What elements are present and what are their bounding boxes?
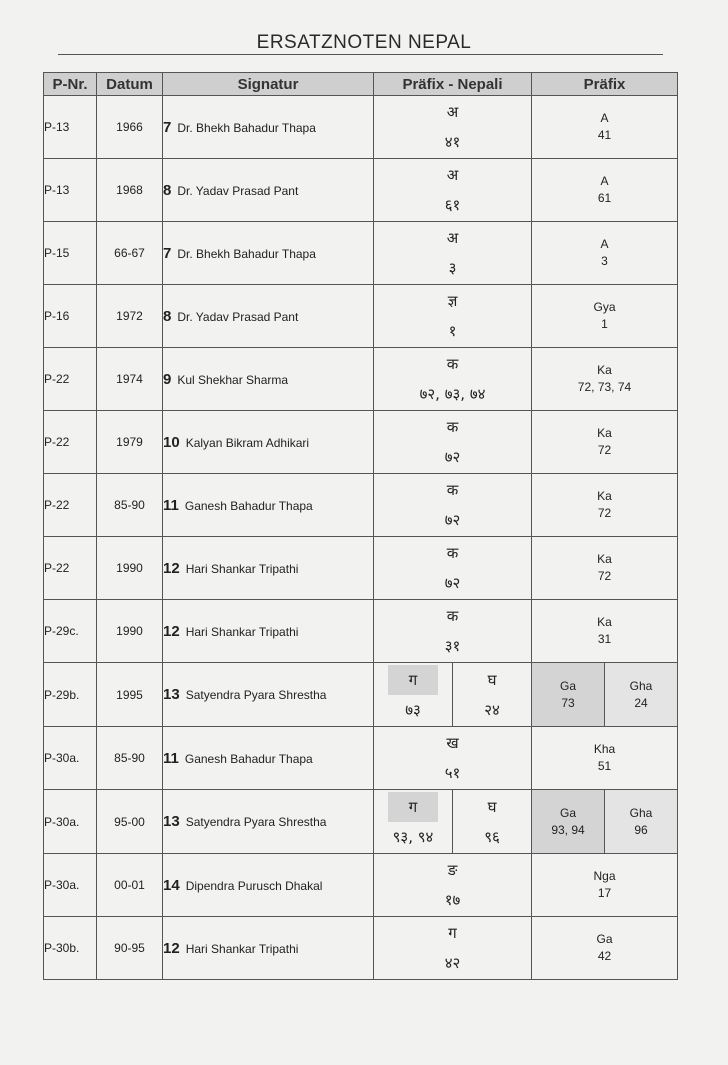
nepali-series-number: ७२ [444, 574, 461, 592]
latin-series-number: 17 [597, 886, 612, 900]
latin-series-letter: Gya [593, 300, 616, 314]
signature-number: 12 [163, 939, 180, 957]
pick-number-cell: P-30b. [44, 917, 97, 980]
nepali-prefix-cell [374, 285, 532, 348]
pick-number-cell: P-22 [44, 348, 97, 411]
signatory-name: Ganesh Bahadur Thapa [184, 498, 313, 513]
nepali-series-letter: ग [388, 792, 438, 822]
nepali-series-number: ९६ [484, 827, 500, 846]
latin-series-number: 72 [597, 506, 612, 520]
signature-cell [163, 222, 374, 285]
pick-number-cell: P-22 [44, 537, 97, 600]
signature-cell [163, 790, 374, 854]
nepali-prefix-cell [374, 727, 532, 790]
nepali-series-number: ६१ [444, 196, 461, 214]
table-row [44, 348, 678, 411]
latin-prefix-cell [532, 854, 678, 917]
nepali-prefix-b [452, 790, 531, 853]
nepali-series-number: ७३ [405, 700, 421, 719]
latin-prefix-cell [532, 600, 678, 663]
nepali-prefix-cell [374, 854, 532, 917]
latin-series-letter: Ka [597, 363, 612, 377]
nepali-series-letter: अ [446, 166, 459, 184]
latin-series-letter: Gha [629, 678, 653, 693]
nepali-series-letter: अ [446, 229, 459, 247]
nepali-series-letter: ग [448, 924, 457, 942]
table-row [44, 663, 678, 727]
latin-series-number: 3 [601, 254, 608, 268]
table-row [44, 474, 678, 537]
signature-number: 14 [163, 876, 180, 894]
latin-series-number: 61 [597, 191, 612, 205]
latin-series-number: 96 [634, 822, 648, 837]
signature-number: 8 [163, 307, 172, 325]
nepali-prefix-cell [374, 537, 532, 600]
latin-series-number: 72 [597, 443, 612, 457]
latin-prefix-cell [532, 348, 678, 411]
latin-series-number: 72, 73, 74 [577, 380, 632, 394]
table-row [44, 411, 678, 474]
date-cell: 1972 [97, 285, 163, 348]
signature-cell [163, 600, 374, 663]
signature-number: 11 [163, 496, 179, 514]
replacement-notes-table [43, 72, 678, 980]
pick-number-cell: P-22 [44, 474, 97, 537]
latin-prefix-cell [532, 96, 678, 159]
latin-series-letter: Ka [597, 615, 612, 629]
date-cell: 1974 [97, 348, 163, 411]
signature-cell [163, 727, 374, 790]
date-cell: 1990 [97, 537, 163, 600]
nepali-series-number: ७२ [444, 511, 461, 529]
nepali-series-letter: अ [446, 103, 459, 121]
nepali-series-letter: घ [487, 797, 497, 816]
nepali-series-number: ४१ [444, 133, 461, 151]
signature-cell [163, 411, 374, 474]
nepali-prefix-cell [374, 348, 532, 411]
latin-series-letter: A [600, 174, 609, 188]
date-cell: 90-95 [97, 917, 163, 980]
signature-number: 10 [163, 433, 180, 451]
nepali-series-letter: क [446, 607, 459, 625]
nepali-series-number: ९३, ९४ [392, 827, 434, 846]
signatory-name: Dr. Yadav Prasad Pant [177, 309, 299, 324]
nepali-series-letter: क [446, 355, 459, 373]
nepali-series-letter: ङ [447, 861, 458, 879]
table-row [44, 537, 678, 600]
latin-prefix-cell [532, 474, 678, 537]
latin-prefix-cell [532, 537, 678, 600]
signatory-name: Hari Shankar Tripathi [185, 941, 299, 956]
latin-series-number: 51 [597, 759, 612, 773]
signature-cell [163, 96, 374, 159]
latin-series-number: 72 [597, 569, 612, 583]
table-row [44, 222, 678, 285]
latin-prefix-cell [532, 917, 678, 980]
nepali-series-number: २४ [484, 700, 500, 719]
table-row [44, 96, 678, 159]
column-header-praefix-nepali: Präfix - Nepali [374, 73, 532, 96]
table-row [44, 917, 678, 980]
table-row [44, 854, 678, 917]
pick-number-cell: P-13 [44, 159, 97, 222]
nepali-series-number: ७२ [444, 448, 461, 466]
column-header-signatur: Signatur [163, 73, 374, 96]
signature-cell [163, 159, 374, 222]
signature-number: 13 [163, 686, 180, 703]
latin-prefix-a [532, 790, 604, 853]
signatory-name: Ganesh Bahadur Thapa [184, 751, 313, 766]
signature-cell [163, 663, 374, 727]
nepali-prefix-cell [374, 159, 532, 222]
latin-series-letter: Nga [593, 869, 616, 883]
latin-prefix-b [604, 663, 677, 726]
latin-series-letter: Ka [597, 426, 612, 440]
nepali-series-letter: क [446, 418, 459, 436]
nepali-prefix-cell [374, 411, 532, 474]
signature-cell [163, 285, 374, 348]
latin-series-number: 73 [561, 695, 575, 710]
date-cell: 1966 [97, 96, 163, 159]
nepali-series-number: ३१ [444, 637, 461, 655]
nepali-series-number: १७ [444, 891, 461, 909]
latin-series-letter: Ga [596, 932, 613, 946]
date-cell: 85-90 [97, 727, 163, 790]
signatory-name: Satyendra Pyara Shrestha [185, 815, 327, 829]
pick-number-cell: P-16 [44, 285, 97, 348]
signatory-name: Dr. Bhekh Bahadur Thapa [177, 246, 316, 261]
latin-series-letter: Ka [597, 552, 612, 566]
nepali-series-letter: क [446, 544, 459, 562]
latin-series-letter: A [600, 111, 609, 125]
column-header-datum: Datum [97, 73, 163, 96]
latin-series-letter: Kha [593, 742, 616, 756]
nepali-prefix-cell [374, 790, 532, 854]
signature-number: 12 [163, 559, 180, 577]
title-rule [58, 54, 663, 55]
latin-prefix-cell [532, 411, 678, 474]
latin-prefix-cell [532, 285, 678, 348]
page-title: ERSATZNOTEN NEPAL [256, 32, 472, 53]
pick-number-cell: P-22 [44, 411, 97, 474]
table-header-row [44, 73, 678, 96]
latin-series-number: 24 [634, 695, 648, 710]
nepali-series-letter: ख [446, 734, 459, 752]
nepali-prefix-cell [374, 96, 532, 159]
latin-prefix-cell [532, 663, 678, 727]
nepali-series-number: ४२ [444, 954, 461, 972]
signatory-name: Kul Shekhar Sharma [177, 372, 289, 387]
signature-number: 7 [163, 118, 172, 136]
signatory-name: Kalyan Bikram Adhikari [185, 435, 310, 450]
date-cell: 00-01 [97, 854, 163, 917]
table-row [44, 790, 678, 854]
latin-series-letter: Ga [559, 805, 576, 820]
column-header-praefix: Präfix [532, 73, 678, 96]
latin-prefix-a [532, 663, 604, 726]
signature-number: 8 [163, 181, 172, 199]
nepali-prefix-cell [374, 600, 532, 663]
pick-number-cell: P-29c. [44, 600, 97, 663]
pick-number-cell: P-13 [44, 96, 97, 159]
latin-series-letter: Gha [629, 805, 653, 820]
latin-series-number: 93, 94 [551, 822, 585, 837]
nepali-series-letter: क [446, 481, 459, 499]
date-cell: 1979 [97, 411, 163, 474]
pick-number-cell: P-30a. [44, 854, 97, 917]
nepali-series-letter: घ [487, 670, 497, 689]
signature-cell [163, 854, 374, 917]
latin-prefix-b [604, 790, 677, 853]
signature-cell [163, 474, 374, 537]
signature-cell [163, 917, 374, 980]
nepali-series-letter: ग [388, 665, 438, 695]
signature-number: 7 [163, 244, 172, 262]
nepali-prefix-a [374, 663, 452, 726]
table-row [44, 159, 678, 222]
table-row [44, 727, 678, 790]
pick-number-cell: P-30a. [44, 790, 97, 854]
latin-prefix-cell [532, 790, 678, 854]
column-header-pnr: P-Nr. [44, 73, 97, 96]
signature-cell [163, 537, 374, 600]
signature-number: 13 [163, 813, 180, 830]
signatory-name: Dipendra Purusch Dhakal [185, 878, 323, 893]
pick-number-cell: P-15 [44, 222, 97, 285]
latin-prefix-cell [532, 222, 678, 285]
nepali-prefix-cell [374, 474, 532, 537]
date-cell: 85-90 [97, 474, 163, 537]
latin-prefix-cell [532, 159, 678, 222]
latin-prefix-cell [532, 727, 678, 790]
nepali-series-number: ७२, ७३, ७४ [419, 385, 486, 403]
signatory-name: Hari Shankar Tripathi [185, 624, 299, 639]
signature-cell [163, 348, 374, 411]
latin-series-number: 41 [597, 128, 612, 142]
signature-number: 12 [163, 622, 180, 640]
signatory-name: Hari Shankar Tripathi [185, 561, 299, 576]
nepali-prefix-cell [374, 222, 532, 285]
nepali-prefix-a [374, 790, 452, 853]
nepali-series-number: ५१ [444, 764, 461, 782]
nepali-prefix-cell [374, 917, 532, 980]
latin-series-letter: Ka [597, 489, 612, 503]
date-cell: 1968 [97, 159, 163, 222]
latin-series-letter: Ga [559, 678, 576, 693]
signatory-name: Satyendra Pyara Shrestha [185, 688, 327, 702]
date-cell: 1990 [97, 600, 163, 663]
latin-series-number: 1 [601, 317, 608, 331]
signatory-name: Dr. Bhekh Bahadur Thapa [177, 120, 316, 135]
nepali-series-number: १ [448, 322, 457, 340]
latin-series-number: 42 [597, 949, 612, 963]
nepali-prefix-b [452, 663, 531, 726]
nepali-series-number: ३ [448, 259, 457, 277]
nepali-series-letter: ज्ञ [447, 292, 458, 310]
signature-number: 9 [163, 370, 172, 388]
pick-number-cell: P-29b. [44, 663, 97, 727]
table-row [44, 600, 678, 663]
latin-series-number: 31 [597, 632, 612, 646]
table-row [44, 285, 678, 348]
date-cell: 66-67 [97, 222, 163, 285]
date-cell: 95-00 [97, 790, 163, 854]
date-cell: 1995 [97, 663, 163, 727]
signature-number: 11 [163, 749, 179, 767]
pick-number-cell: P-30a. [44, 727, 97, 790]
latin-series-letter: A [600, 237, 609, 251]
nepali-prefix-cell [374, 663, 532, 727]
signatory-name: Dr. Yadav Prasad Pant [177, 183, 299, 198]
